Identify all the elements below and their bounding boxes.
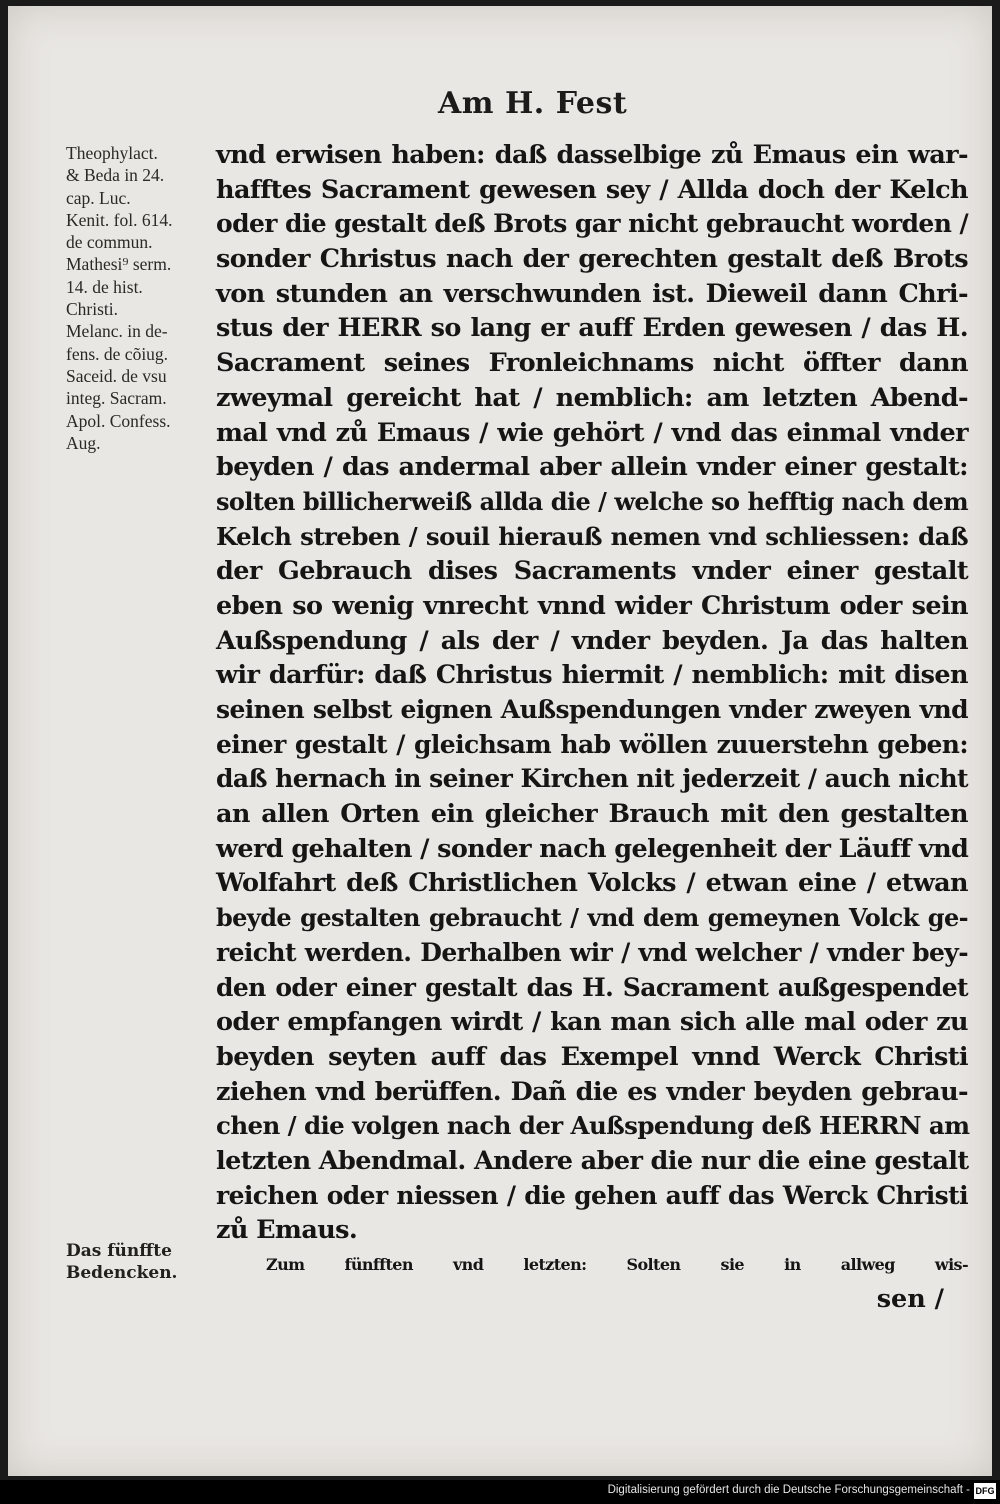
text-line: der Gebrauch dises Sacraments vnder einer gestalt: [216, 556, 968, 587]
text-line: Zum fünfften vnd letzten: Solten sie in allweg wis-: [266, 1255, 968, 1274]
margin-label-line: Bedencken.: [66, 1263, 178, 1283]
body-text: [216, 138, 968, 1283]
text-line: Wolfahrt deß Christlichen Volcks / etwan eine / etwan: [216, 868, 968, 899]
text-line: oder empfangen wirdt / kan man sich alle mal oder zu: [216, 1007, 968, 1038]
text-line: stus der HERR so lang er auff Erden gewesen / das H.: [216, 313, 968, 344]
text-line: letzten Abendmal. Andere aber die nur die eine gestalt: [216, 1145, 969, 1176]
margin-note-line: Apol. Confess.: [66, 410, 171, 431]
text-line: eben so wenig vnrecht vnnd wider Christum oder sein: [216, 590, 968, 621]
book-page: [8, 6, 992, 1476]
margin-note-line: & Beda in 24.: [66, 165, 165, 186]
catchword: sen /: [876, 1284, 944, 1314]
margin-note-line: cap. Luc.: [66, 187, 131, 208]
text-line: werd gehalten / sonder nach gelegenheit der Läuff vnd: [216, 833, 969, 864]
text-line: reicht werden. Derhalben wir / vnd welcher / vnder bey-: [216, 937, 968, 967]
text-line: hafftes Sacrament gewesen sey / Allda doch der Kelch: [216, 174, 968, 205]
text-line: den oder einer gestalt das H. Sacrament außgespendet: [216, 972, 968, 1002]
text-line: reichen oder niessen / die gehen auff das Werck Christi: [216, 1180, 968, 1210]
margin-section-label: [66, 1240, 216, 1284]
text-line: vnd erwisen haben: daß dasselbige zů Emaus ein war-: [216, 140, 968, 170]
margin-note-line: Christi.: [66, 299, 119, 320]
text-line: Außspendung / als der / vnder beyden. Ja das halten: [216, 625, 968, 656]
text-line: oder die gestalt deß Brots gar nicht gebraucht worden /: [216, 209, 968, 239]
margin-note-line: Saceid. de vsu: [66, 365, 167, 386]
margin-note-line: Kenit. fol. 614.: [66, 209, 173, 230]
text-line: beyden seyten auff das Exempel vnnd Werck Christi: [216, 1041, 968, 1072]
text-line: daß hernach in seiner Kirchen nit jederzeit / auch nicht: [216, 764, 968, 794]
text-line: chen / die volgen nach der Außspendung deß HERRN am: [216, 1111, 970, 1141]
margin-notes: [66, 142, 216, 454]
margin-label-line: Das fünffte: [66, 1241, 172, 1261]
margin-note-line: Mathesi⁹ serm.: [66, 254, 172, 275]
text-line: mal vnd zů Emaus / wie gehört / vnd das einmal vnder: [216, 417, 968, 448]
text-line: ziehen vnd berüffen. Dañ die es vnder beyden gebrau-: [216, 1076, 968, 1107]
text-line: solten billicherweiß allda die / welche so hefftig nach dem: [216, 486, 968, 516]
margin-note-line: Aug.: [66, 432, 101, 453]
text-line: sonder Christus nach der gerechten gestalt deß Brots: [216, 244, 968, 275]
margin-note-line: 14. de hist.: [66, 276, 143, 297]
text-line: an allen Orten ein gleicher Brauch mit den gestalten: [216, 799, 968, 830]
text-line: von stunden an verschwunden ist. Dieweil dann Chri-: [216, 278, 968, 309]
margin-note-line: fens. de cõiug.: [66, 343, 169, 364]
margin-note-line: de commun.: [66, 232, 153, 253]
running-header: Am H. Fest: [438, 86, 628, 121]
text-line: beyde gestalten gebraucht / vnd dem gemeynen Volck ge-: [216, 903, 968, 933]
text-line: einer gestalt / gleichsam hab wöllen zuuerstehn geben:: [216, 729, 968, 759]
text-line: zů Emaus.: [216, 1215, 358, 1246]
margin-note-line: Melanc. in de-: [66, 321, 168, 342]
footer-bar: [0, 1480, 1000, 1504]
text-line: beyden / das andermal aber allein vnder einer gestalt:: [216, 452, 968, 483]
text-line: wir darfür: daß Christus hiermit / nemblich: mit disen: [216, 660, 968, 691]
funding-notice: Digitalisierung gefördert durch die Deutsche Forschungsgemeinschaft -: [607, 1484, 970, 1496]
margin-note-line: Theophylact.: [66, 143, 158, 163]
text-line: Kelch streben / souil hierauß nemen vnd schliessen: daß: [216, 521, 968, 551]
text-line: Sacrament seines Fronleichnams nicht öffter dann: [216, 348, 968, 379]
text-line: zweymal gereicht hat / nemblich: am letzten Abend-: [216, 382, 968, 413]
margin-note-line: integ. Sacram.: [66, 388, 167, 409]
text-line: seinen selbst eignen Außspendungen vnder zweyen vnd: [216, 695, 968, 724]
dfg-logo: DFG: [974, 1483, 996, 1499]
